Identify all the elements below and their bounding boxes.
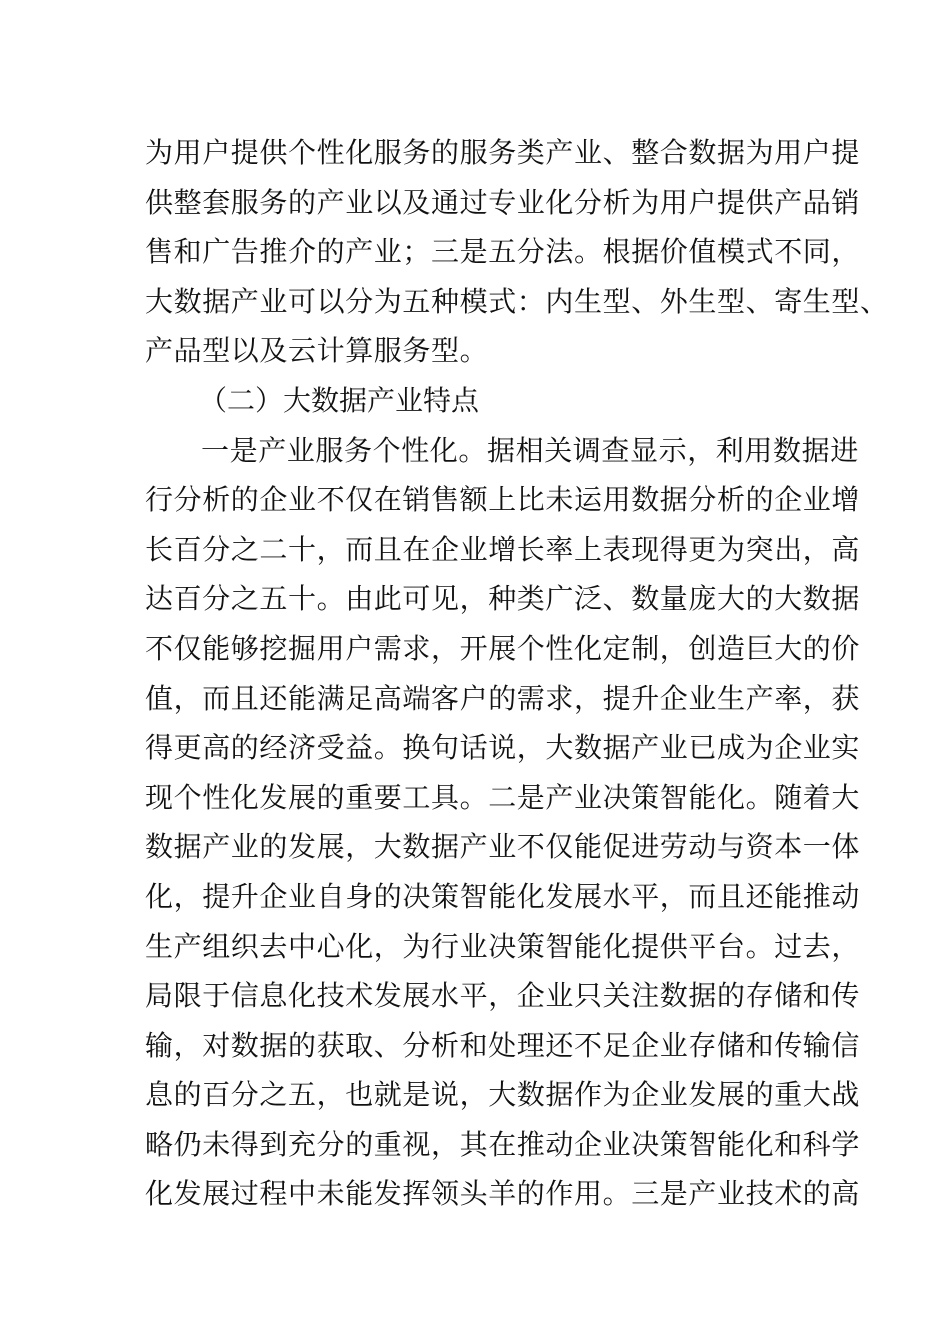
- text-line: 得更高的经济受益。换句话说，大数据产业已成为企业实: [145, 731, 861, 765]
- text-line: 供整套服务的产业以及通过专业化分析为用户提供产品销: [145, 185, 861, 219]
- section-heading: （二）大数据产业特点: [199, 383, 480, 417]
- text-line: 现个性化发展的重要工具。二是产业决策智能化。随着大: [145, 780, 861, 814]
- text-line: 输，对数据的获取、分析和处理还不足企业存储和传输信: [145, 1028, 861, 1062]
- text-line: 为用户提供个性化服务的服务类产业、整合数据为用户提: [145, 136, 861, 169]
- paragraph-first-line: 一是产业服务个性化。据相关调查显示，利用数据进: [201, 433, 859, 467]
- text-line: 化发展过程中未能发挥领头羊的作用。三是产业技术的高: [145, 1177, 861, 1211]
- text-line: 息的百分之五，也就是说，大数据作为企业发展的重大战: [145, 1078, 861, 1112]
- text-line: 产品型以及云计算服务型。: [145, 334, 489, 368]
- text-line: 数据产业的发展，大数据产业不仅能促进劳动与资本一体: [145, 830, 861, 864]
- text-line: 化，提升企业自身的决策智能化发展水平，而且还能推动: [145, 879, 861, 913]
- text-line: 行分析的企业不仅在销售额上比未运用数据分析的企业增: [145, 483, 861, 517]
- text-line: 长百分之二十，而且在企业增长率上表现得更为突出，高: [145, 532, 861, 566]
- text-line: 大数据产业可以分为五种模式：内生型、外生型、寄生型、: [145, 284, 889, 318]
- text-line: 达百分之五十。由此可见，种类广泛、数量庞大的大数据: [145, 582, 861, 616]
- body-text: [145, 128, 889, 1219]
- text-line: 局限于信息化技术发展水平，企业只关注数据的存储和传: [145, 979, 861, 1013]
- text-line: 不仅能够挖掘用户需求，开展个性化定制，创造巨大的价: [145, 631, 861, 665]
- text-line: 生产组织去中心化，为行业决策智能化提供平台。过去，: [145, 929, 861, 963]
- text-line: 售和广告推介的产业；三是五分法。根据价值模式不同，: [145, 235, 861, 269]
- text-line: 值，而且还能满足高端客户的需求，提升企业生产率，获: [145, 681, 861, 715]
- text-line: 略仍未得到充分的重视，其在推动企业决策智能化和科学: [145, 1127, 861, 1161]
